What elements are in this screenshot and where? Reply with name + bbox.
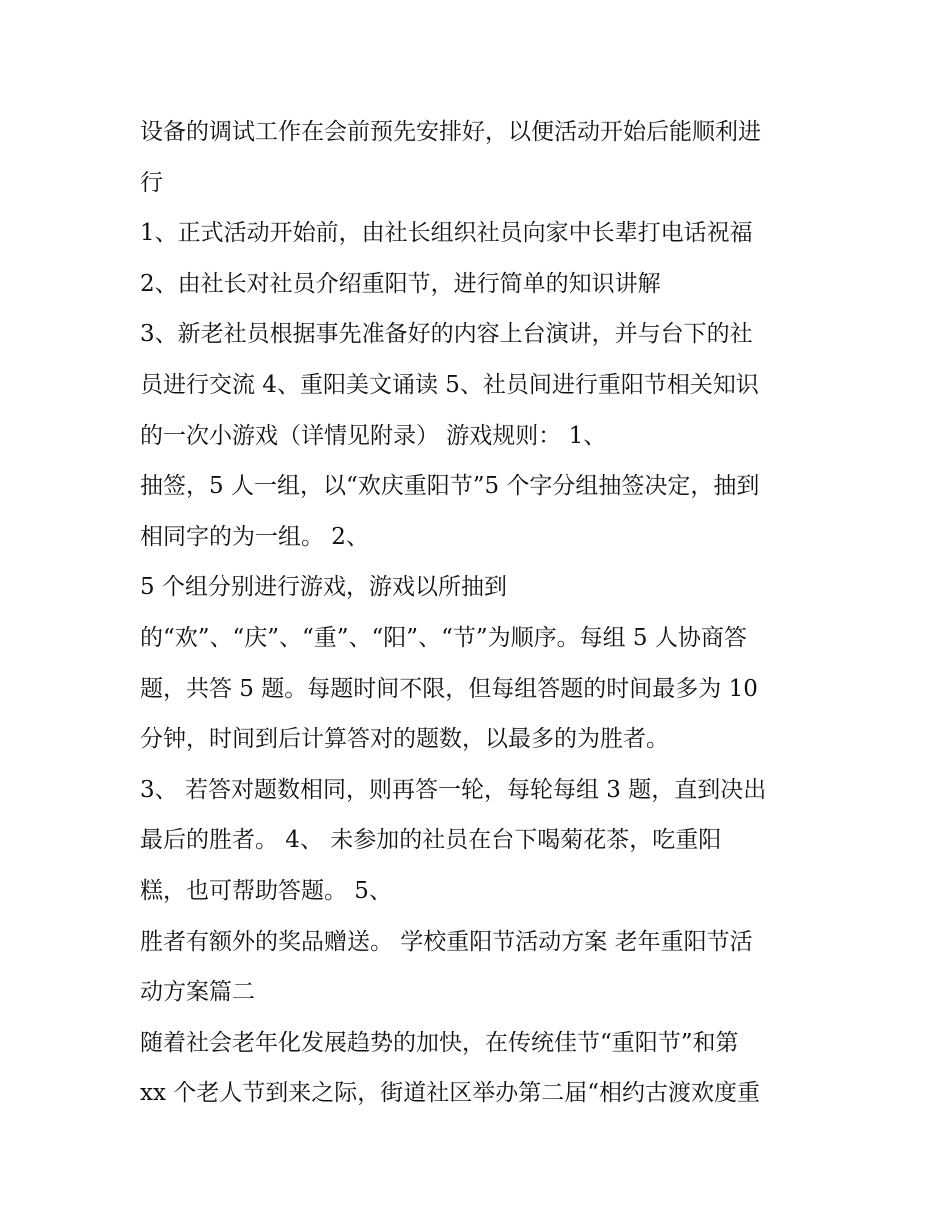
text-line: 抽签，5 人一组，以“欢庆重阳节”5 个字分组抽签决定，抽到 bbox=[140, 473, 760, 500]
text-line: 的一次小游戏（详情见附录） 游戏规则： 1、 bbox=[140, 422, 607, 449]
text-line: 随着社会老年化发展趋势的加快，在传统佳节“重阳节”和第 bbox=[140, 1029, 739, 1056]
text-line: 动方案篇二 bbox=[140, 979, 255, 1006]
text-line: 行 bbox=[140, 169, 163, 196]
text-line: 3、新老社员根据事先准备好的内容上台演讲，并与台下的社 bbox=[140, 321, 753, 348]
text-line: 2、由社长对社员介绍重阳节，进行简单的知识讲解 bbox=[140, 270, 661, 297]
text-line: 设备的调试工作在会前预先安排好，以便活动开始后能顺利进 bbox=[140, 119, 761, 145]
text-line: 题，共答 5 题。每题时间不限，但每组答题的时间最多为 10 bbox=[140, 675, 758, 702]
text-line: 糕，也可帮助答题。 5、 bbox=[140, 877, 392, 904]
text-line: 3、 若答对题数相同，则再答一轮，每轮每组 3 题，直到决出 bbox=[140, 776, 767, 803]
text-line: 胜者有额外的奖品赠送。 学校重阳节活动方案 老年重阳节活 bbox=[140, 928, 753, 955]
text-line: 最后的胜者。 4、 未参加的社员在台下喝菊花茶，吃重阳 bbox=[140, 827, 722, 854]
document-body bbox=[140, 107, 820, 1119]
text-line: 1、正式活动开始前，由社长组织社员向家中长辈打电话祝福 bbox=[140, 220, 753, 247]
text-line: xx 个老人节到来之际，街道社区举办第二届“相约古渡欢度重 bbox=[140, 1080, 761, 1107]
text-line: 的“欢”、“庆”、“重”、“阳”、“节”为顺序。每组 5 人协商答 bbox=[140, 624, 747, 651]
text-line: 分钟，时间到后计算答对的题数，以最多的为胜者。 bbox=[140, 726, 669, 753]
text-line: 5 个组分别进行游戏，游戏以所抽到 bbox=[140, 574, 507, 601]
text-line: 员进行交流 4、重阳美文诵读 5、社员间进行重阳节相关知识 bbox=[140, 371, 759, 398]
text-line: 相同字的为一组。 2、 bbox=[140, 523, 369, 550]
